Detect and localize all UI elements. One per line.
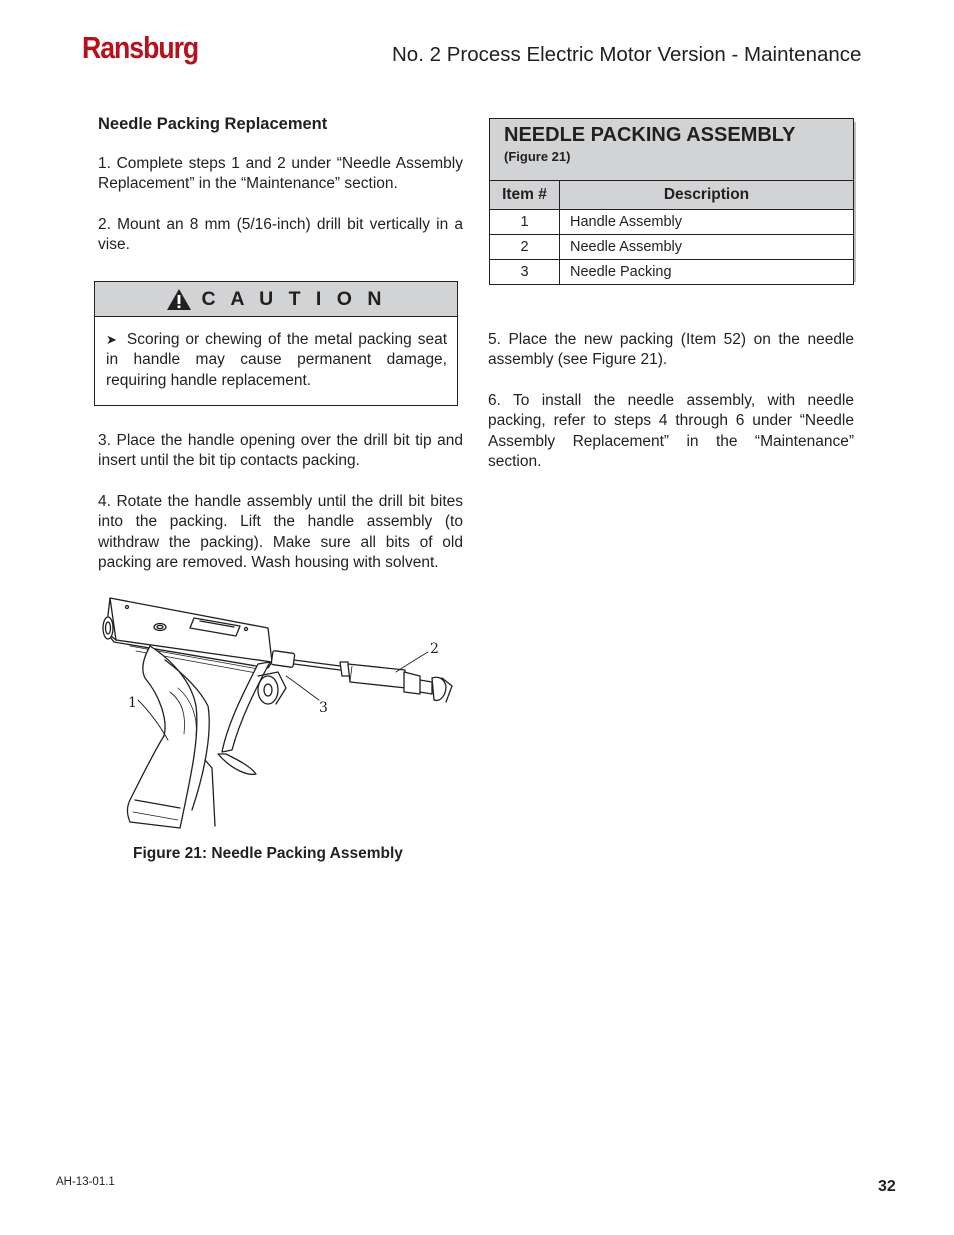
brand-logo: Ransburg (82, 30, 199, 65)
item-description: Needle Assembly (560, 235, 854, 260)
caution-text-block (106, 330, 447, 391)
caution-box (94, 281, 458, 406)
table-column-headers (490, 181, 853, 210)
item-description: Handle Assembly (560, 210, 854, 235)
callout-3: 3 (319, 700, 328, 716)
item-number: 2 (490, 235, 560, 260)
step-3: 3. Place the handle opening over the drill bit tip and insert until the bit tip contacts packing. (98, 432, 463, 470)
section-heading: Needle Packing Replacement (98, 115, 328, 133)
table-title: NEEDLE PACKING ASSEMBLY (504, 124, 796, 146)
table-header (490, 119, 853, 181)
item-number: 3 (490, 260, 560, 285)
step-6: 6. To install the needle assembly, with needle packing, refer to steps 4 through 6 under “Needle Assembly Replacement” in the “Maintenance” section. (488, 392, 854, 471)
callout-2: 2 (430, 641, 439, 657)
parts-list (490, 181, 853, 284)
needle-packing-figure (96, 592, 466, 837)
step-1: 1. Complete steps 1 and 2 under “Needle Assembly Replacement” in the “Maintenance” section. (98, 155, 463, 193)
bullet-arrow-icon: ➤ (106, 332, 117, 347)
table-row (490, 210, 853, 235)
step-2: 2. Mount an 8 mm (5/16-inch) drill bit vertically in a vise. (98, 216, 463, 254)
step-5: 5. Place the new packing (Item 52) on the needle assembly (see Figure 21). (488, 331, 854, 369)
page-number: 32 (878, 1178, 896, 1195)
callout-1: 1 (128, 695, 137, 711)
table-subtitle: (Figure 21) (504, 149, 571, 164)
caution-title: C A U T I O N (201, 287, 387, 310)
column-item: Item # (490, 181, 560, 210)
table-row (490, 260, 853, 285)
item-description: Needle Packing (570, 264, 672, 280)
step-4: 4. Rotate the handle assembly until the drill bit bites into the packing. Lift the handle assembly (to withdraw the packing). Make sure all bits of old packing are removed. Wash housing with solvent. (98, 493, 463, 572)
document-id: AH-13-01.1 (56, 1176, 115, 1188)
parts-table (489, 118, 854, 285)
item-number: 1 (490, 210, 560, 235)
warning-icon (166, 288, 192, 311)
page-title: No. 2 Process Electric Motor Version - Maintenance (392, 43, 862, 66)
figure-caption: Figure 21: Needle Packing Assembly (133, 845, 403, 862)
table-row (490, 235, 853, 260)
caution-header (95, 282, 457, 317)
column-description: Description (560, 181, 854, 210)
caution-text: Scoring or chewing of the metal packing seat in handle may cause permanent damage, requiring handle replacement. (106, 331, 447, 389)
